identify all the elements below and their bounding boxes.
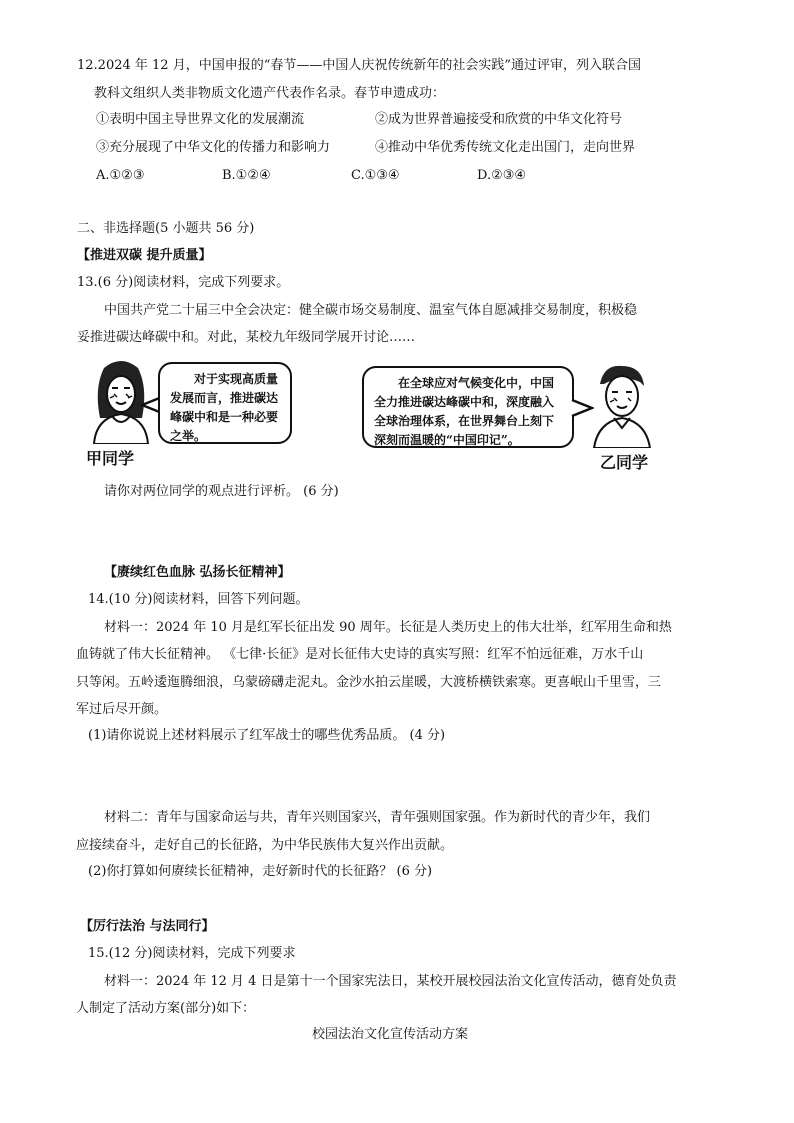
q14-material2-line1: 材料二：青年与国家命运与共，青年兴则国家兴，青年强则国家强。作为新时代的青少年，我们 bbox=[104, 810, 651, 825]
q12-option-a: A.①②③ bbox=[96, 168, 145, 183]
q14-question2: (2)你打算如何赓续长征精神，走好新时代的长征路？ (6 分) bbox=[88, 864, 433, 879]
bubble-student-b: 在全球应对气候变化中，中国全力推进碳达峰碳中和，深度融入全球治理体系，在世界舞台上刻下深刻而温暖的“中国印记”。 bbox=[362, 366, 574, 448]
q12-item-3: ③充分展现了中华文化的传播力和影响力 bbox=[96, 140, 331, 155]
q15-heading: 【厉行法治 与法同行】 bbox=[80, 919, 215, 934]
q12-line2: 教科文组织人类非物质文化遗产代表作名录。春节申遗成功： bbox=[94, 86, 446, 101]
q13-question: 请你对两位同学的观点进行评析。 (6 分) bbox=[104, 484, 339, 499]
section2-title: 二、非选择题(5 小题共 56 分) bbox=[77, 221, 255, 236]
q14-material1-line2: 血铸就了伟大长征精神。 《七律·长征》是对长征伟大史诗的真实写照：红军不怕远征难，万水千山 bbox=[76, 647, 644, 662]
q15-material1-line2: 人制定了活动方案(部分)如下： bbox=[76, 1001, 256, 1016]
student-b-avatar-icon bbox=[590, 362, 652, 448]
q12-item-4: ④推动中华优秀传统文化走出国门，走向世界 bbox=[375, 140, 636, 155]
q12-line1: 12.2024 年 12 月，中国申报的“春节——中国人庆祝传统新年的社会实践”通过评审，列入联合国 bbox=[77, 58, 641, 73]
q14-material1-line3: 只等闲。五岭逶迤腾细浪，乌蒙磅礴走泥丸。金沙水拍云崖暖，大渡桥横铁索寒。更喜岷山千里雪，三 bbox=[76, 675, 662, 690]
q14-material1-line4: 军过后尽开颜。 bbox=[76, 702, 168, 717]
q14-stem: 14.(10 分)阅读材料，回答下列问题。 bbox=[88, 592, 309, 607]
q13-stem: 13.(6 分)阅读材料，完成下列要求。 bbox=[77, 275, 290, 290]
bubble-student-a: 对于实现高质量发展而言，推进碳达峰碳中和是一种必要之举。 bbox=[158, 362, 292, 444]
q13-material-line1: 中国共产党二十届三中全会决定：健全碳市场交易制度、温室气体自愿减排交易制度，积极稳 bbox=[104, 303, 638, 318]
q14-material2-line2: 应接续奋斗，走好自己的长征路，为中华民族伟大复兴作出贡献。 bbox=[76, 838, 454, 853]
q12-item-2: ②成为世界普遍接受和欣赏的中华文化符号 bbox=[375, 112, 623, 127]
q12-item-1: ①表明中国主导世界文化的发展潮流 bbox=[96, 112, 305, 127]
q12-option-b: B.①②④ bbox=[222, 168, 271, 183]
q15-stem: 15.(12 分)阅读材料，完成下列要求 bbox=[88, 946, 296, 961]
q13-heading: 【推进双碳 提升质量】 bbox=[77, 248, 212, 263]
q12-option-c: C.①③④ bbox=[351, 168, 400, 183]
q14-question1: (1)请你说说上述材料展示了红军战士的哪些优秀品质。 (4 分) bbox=[88, 728, 446, 743]
q14-heading: 【赓续红色血脉 弘扬长征精神】 bbox=[104, 565, 291, 580]
q14-material1-line1: 材料一：2024 年 10 月是红军长征出发 90 周年。长征是人类历史上的伟大壮举，红军用生命和热 bbox=[104, 620, 672, 635]
q15-plan-title: 校园法治文化宣传活动方案 bbox=[312, 1027, 469, 1042]
q12-option-d: D.②③④ bbox=[477, 168, 527, 183]
q13-material-line2: 妥推进碳达峰碳中和。对此，某校九年级同学展开讨论…… bbox=[77, 330, 416, 345]
caption-student-a: 甲同学 bbox=[86, 449, 135, 468]
caption-student-b: 乙同学 bbox=[600, 453, 649, 472]
q15-material1-line1: 材料一：2024 年 12 月 4 日是第十一个国家宪法日，某校开展校园法治文化宣传活动，德育处负责 bbox=[104, 974, 677, 989]
